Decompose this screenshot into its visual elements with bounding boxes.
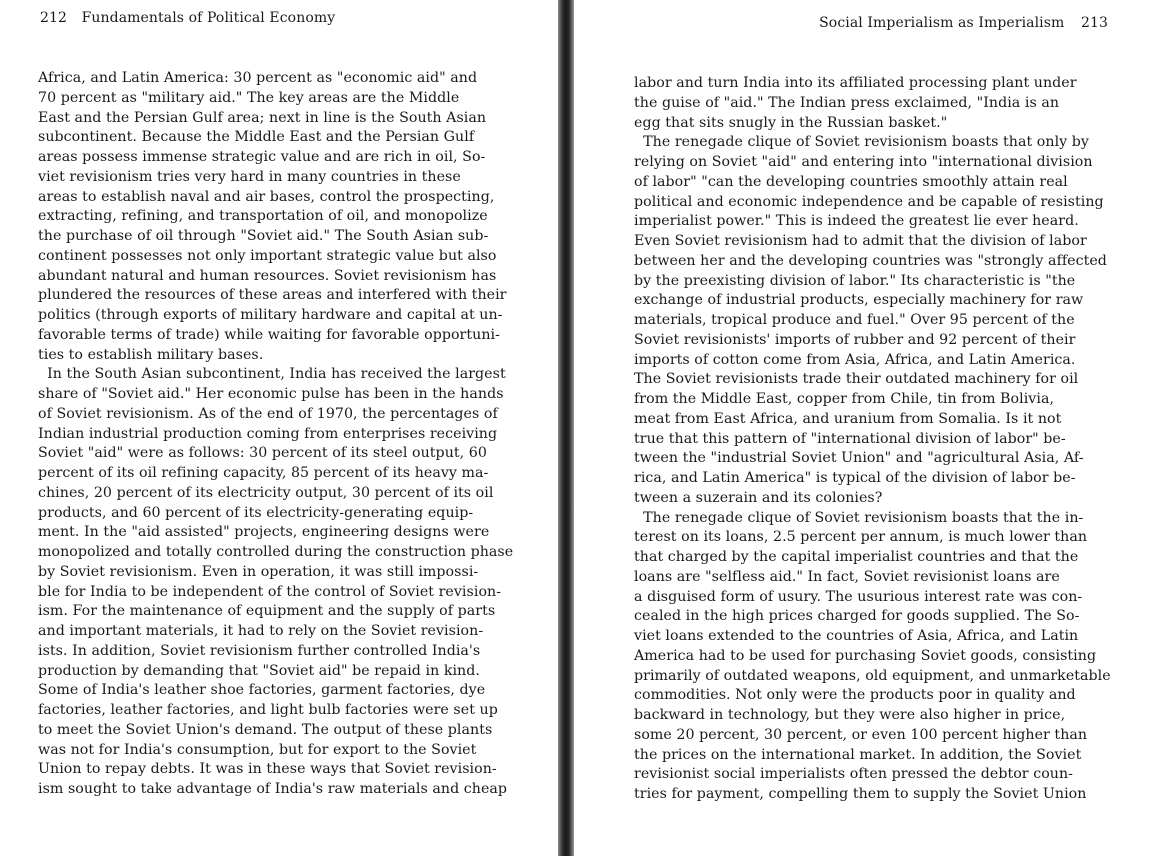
text-line: the purchase of oil through "Soviet aid." The South Asian sub-: [38, 228, 489, 244]
text-line: between her and the developing countries was "strongly affected: [634, 252, 1107, 269]
text-line: imperialist power." This is indeed the greatest lie ever heard.: [634, 213, 1079, 230]
text-line: 70 percent as "military aid." The key areas are the Middle: [38, 89, 460, 106]
text-line: monopolized and totally controlled during the construction phase: [38, 544, 514, 560]
text-line: primarily of outdated weapons, old equipment, and unmarketable: [634, 667, 1111, 684]
text-line: extracting, refining, and transportation of oil, and monopolize: [38, 208, 488, 225]
text-line: Indian industrial production coming from enterprises receiving: [38, 425, 498, 442]
text-line: politics (through exports of military hardware and capital at un-: [38, 307, 503, 323]
text-line: areas to establish naval and air bases, control the prospecting,: [38, 188, 495, 205]
text-line: Africa, and Latin America: 30 percent as "economic aid" and: [38, 70, 478, 86]
text-line: viet loans extended to the countries of Asia, Africa, and Latin: [634, 628, 1079, 644]
text-line: true that this pattern of "international division of labor" be-: [634, 430, 1066, 447]
text-line: ism sought to take advantage of India's raw materials and cheap: [38, 781, 508, 797]
text-line: egg that sits snugly in the Russian basket.": [634, 114, 948, 131]
text-line: tween a suzerain and its colonies?: [634, 489, 883, 506]
text-line: The Soviet revisionists trade their outdated machinery for oil: [634, 371, 1079, 388]
text-line: imports of cotton come from Asia, Africa, and Latin America.: [634, 351, 1076, 368]
text-line: terest on its loans, 2.5 percent per annum, is much lower than: [634, 529, 1088, 546]
text-line: chines, 20 percent of its electricity output, 30 percent of its oil: [38, 484, 494, 501]
right-page-header: [819, 15, 1108, 31]
text-line: political and economic independence and be capable of resisting: [634, 193, 1104, 210]
text-line: was not for India's consumption, but for export to the Soviet: [38, 741, 477, 758]
right-page-body: [634, 74, 1124, 805]
text-line: backward in technology, but they were also higher in price,: [634, 707, 1066, 723]
text-line: relying on Soviet "aid" and entering into "international division: [634, 154, 1093, 170]
text-line: loans are "selfless aid." In fact, Soviet revisionist loans are: [634, 568, 1060, 585]
left-page: [0, 0, 558, 856]
text-line: Some of India's leather shoe factories, garment factories, dye: [38, 682, 486, 699]
left-page-number: 212: [40, 10, 68, 26]
left-page-body: [38, 69, 526, 800]
text-line: rica, and Latin America" is typical of the division of labor be-: [634, 470, 1076, 486]
book-gutter: [558, 0, 574, 856]
text-line: areas possess immense strategic value and are rich in oil, So-: [38, 149, 486, 165]
text-line: a disguised form of usury. The usurious interest rate was con-: [634, 588, 1083, 605]
text-line: continent possesses not only important strategic value but also: [38, 247, 497, 264]
text-line: ble for India to be independent of the control of Soviet revision-: [38, 583, 502, 600]
left-running-head: Fundamentals of Political Economy: [81, 10, 336, 26]
text-line: ists. In addition, Soviet revisionism further controlled India's: [38, 642, 481, 659]
text-line: Soviet revisionists' imports of rubber and 92 percent of their: [634, 331, 1076, 348]
text-line: share of "Soviet aid." Her economic pulse has been in the hands: [38, 386, 504, 402]
text-line: the prices on the international market. In addition, the Soviet: [634, 746, 1082, 763]
text-line: abundant natural and human resources. Soviet revisionism has: [38, 267, 497, 284]
left-page-header: [40, 10, 335, 26]
text-line: The renegade clique of Soviet revisionism boasts that only by: [634, 134, 1089, 151]
text-line: Soviet "aid" were as follows: 30 percent of its steel output, 60: [38, 445, 487, 462]
text-line: ties to establish military bases.: [38, 346, 264, 363]
text-line: subcontinent. Because the Middle East and the Persian Gulf: [38, 129, 475, 146]
text-line: and important materials, it had to rely on the Soviet revision-: [38, 623, 484, 639]
text-line: In the South Asian subcontinent, India has received the largest: [38, 366, 506, 383]
text-line: products, and 60 percent of its electricity-generating equip-: [38, 504, 474, 521]
text-line: Even Soviet revisionism had to admit that the division of labor: [634, 233, 1087, 249]
text-line: production by demanding that "Soviet aid" be repaid in kind.: [38, 662, 480, 679]
text-line: from the Middle East, copper from Chile, tin from Bolivia,: [634, 391, 1055, 407]
text-line: to meet the Soviet Union's demand. The output of these plants: [38, 721, 493, 738]
text-line: tween the "industrial Soviet Union" and "agricultural Asia, Af-: [634, 450, 1084, 467]
right-page: [574, 0, 1170, 856]
text-line: percent of its oil refining capacity, 85 percent of its heavy ma-: [38, 465, 489, 481]
text-line: viet revisionism tries very hard in many countries in these: [38, 168, 461, 185]
text-line: of labor" "can the developing countries smoothly attain real: [634, 173, 1068, 190]
text-line: tries for payment, compelling them to supply the Soviet Union: [634, 786, 1087, 802]
text-line: ment. In the "aid assisted" projects, engineering designs were: [38, 524, 490, 541]
text-line: commodities. Not only were the products poor in quality and: [634, 687, 1076, 704]
text-line: cealed in the high prices charged for goods supplied. The So-: [634, 608, 1080, 625]
text-line: labor and turn India into its affiliated processing plant under: [634, 75, 1077, 91]
text-line: by Soviet revisionism. Even in operation, it was still impossi-: [38, 563, 479, 580]
text-line: the guise of "aid." The Indian press exclaimed, "India is an: [634, 94, 1060, 111]
text-line: meat from East Africa, and uranium from Somalia. Is it not: [634, 410, 1062, 427]
text-line: East and the Persian Gulf area; next in line is the South Asian: [38, 109, 487, 126]
text-line: some 20 percent, 30 percent, or even 100 percent higher than: [634, 726, 1088, 743]
text-line: plundered the resources of these areas and interfered with their: [38, 287, 507, 304]
text-line: ism. For the maintenance of equipment and the supply of parts: [38, 603, 496, 620]
text-line: favorable terms of trade) while waiting for favorable opportuni-: [38, 326, 500, 343]
right-page-number: 213: [1080, 15, 1108, 31]
right-running-head: Social Imperialism as Imperialism: [819, 15, 1065, 31]
text-line: America had to be used for purchasing Soviet goods, consisting: [634, 647, 1097, 664]
text-line: revisionist social imperialists often pressed the debtor coun-: [634, 766, 1074, 783]
text-line: Union to repay debts. It was in these ways that Soviet revision-: [38, 761, 497, 778]
text-line: The renegade clique of Soviet revisionism boasts that the in-: [634, 509, 1084, 526]
text-line: by the preexisting division of labor." Its characteristic is "the: [634, 272, 1076, 289]
text-line: that charged by the capital imperialist countries and that the: [634, 549, 1079, 565]
text-line: materials, tropical produce and fuel." Over 95 percent of the: [634, 312, 1075, 328]
text-line: of Soviet revisionism. As of the end of 1970, the percentages of: [38, 405, 498, 422]
text-line: exchange of industrial products, especially machinery for raw: [634, 292, 1084, 309]
text-line: factories, leather factories, and light bulb factories were set up: [38, 702, 498, 718]
